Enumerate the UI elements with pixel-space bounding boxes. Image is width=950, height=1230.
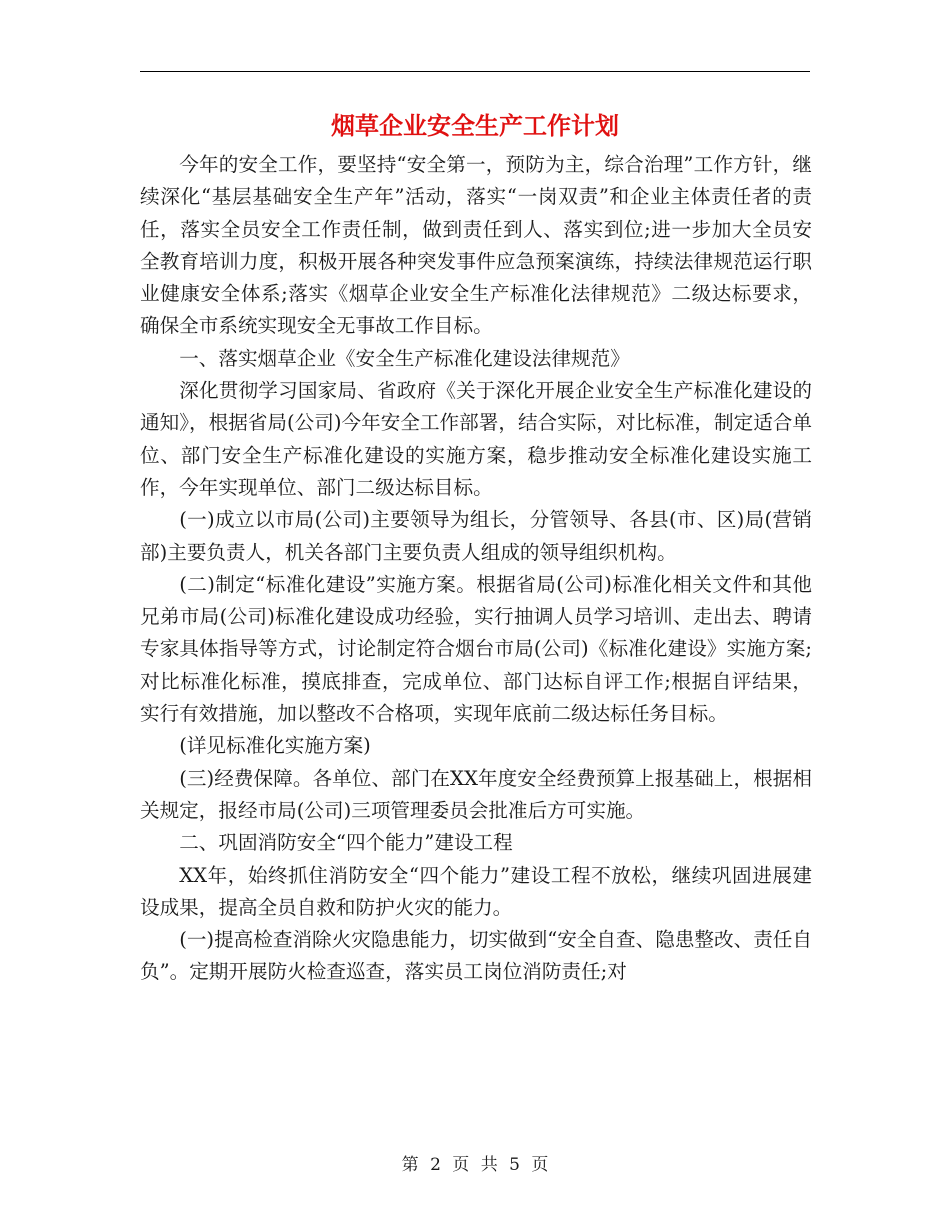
- document-body: [140, 149, 812, 989]
- document-title: 烟草企业安全生产工作计划: [331, 111, 619, 140]
- paragraph: (三)经费保障。各单位、部门在XX年度安全经费预算上报基础上，根据相关规定，报经市局(公司)三项管理委员会批准后方可实施。: [140, 766, 812, 822]
- paragraph-note: (详见标准化实施方案): [179, 734, 371, 758]
- paragraph-intro: 今年的安全工作，要坚持“安全第一，预防为主，综合治理”工作方针，继续深化“基层基础安全生产年”活动，落实“一岗双责”和企业主体责任者的责任，落实全员安全工作责任制，做到责任到人、落实到位;进一步加大全员安全教育培训力度，积极开展各种突发事件应急预案演练，持续法律规范运行职业健康安全体系;落实《烟草企业安全生产标准化法律规范》二级达标要求，确保全市系统实现安全无事故工作目标。: [140, 153, 812, 338]
- paragraph: (二)制定“标准化建设”实施方案。根据省局(公司)标准化相关文件和其他兄弟市局(公司)标准化建设成功经验，实行抽调人员学习培训、走出去、聘请专家具体指导等方式，讨论制定符合烟台市局(公司)《标准化建设》实施方案;对比标准化标准，摸底排查，完成单位、部门达标自评工作;根据自评结果，实行有效措施，加以整改不合格项，实现年底前二级达标任务目标。: [140, 572, 812, 726]
- paragraph: (一)成立以市局(公司)主要领导为组长，分管领导、各县(市、区)局(营销部)主要负责人，机关各部门主要负责人组成的领导组织机构。: [140, 508, 812, 564]
- section-heading-2: 二、巩固消防安全“四个能力”建设工程: [179, 831, 513, 855]
- header-rule: [140, 71, 810, 72]
- paragraph: (一)提高检查消除火灾隐患能力，切实做到“安全自查、隐患整改、责任自负”。定期开展防火检查巡查，落实员工岗位消防责任;对: [140, 928, 812, 984]
- section-heading-1: 一、落实烟草企业《安全生产标准化建设法律规范》: [179, 346, 630, 370]
- paragraph: XX年，始终抓住消防安全“四个能力”建设工程不放松，继续巩固进展建设成果，提高全员自救和防护火灾的能力。: [140, 863, 812, 919]
- page-footer: 第 2 页 共 5 页: [401, 1155, 549, 1175]
- paragraph: 深化贯彻学习国家局、省政府《关于深化开展企业安全生产标准化建设的通知》，根据省局(公司)今年安全工作部署，结合实际，对比标准，制定适合单位、部门安全生产标准化建设的实施方案，稳步推动安全标准化建设实施工作，今年实现单位、部门二级达标目标。: [140, 379, 812, 499]
